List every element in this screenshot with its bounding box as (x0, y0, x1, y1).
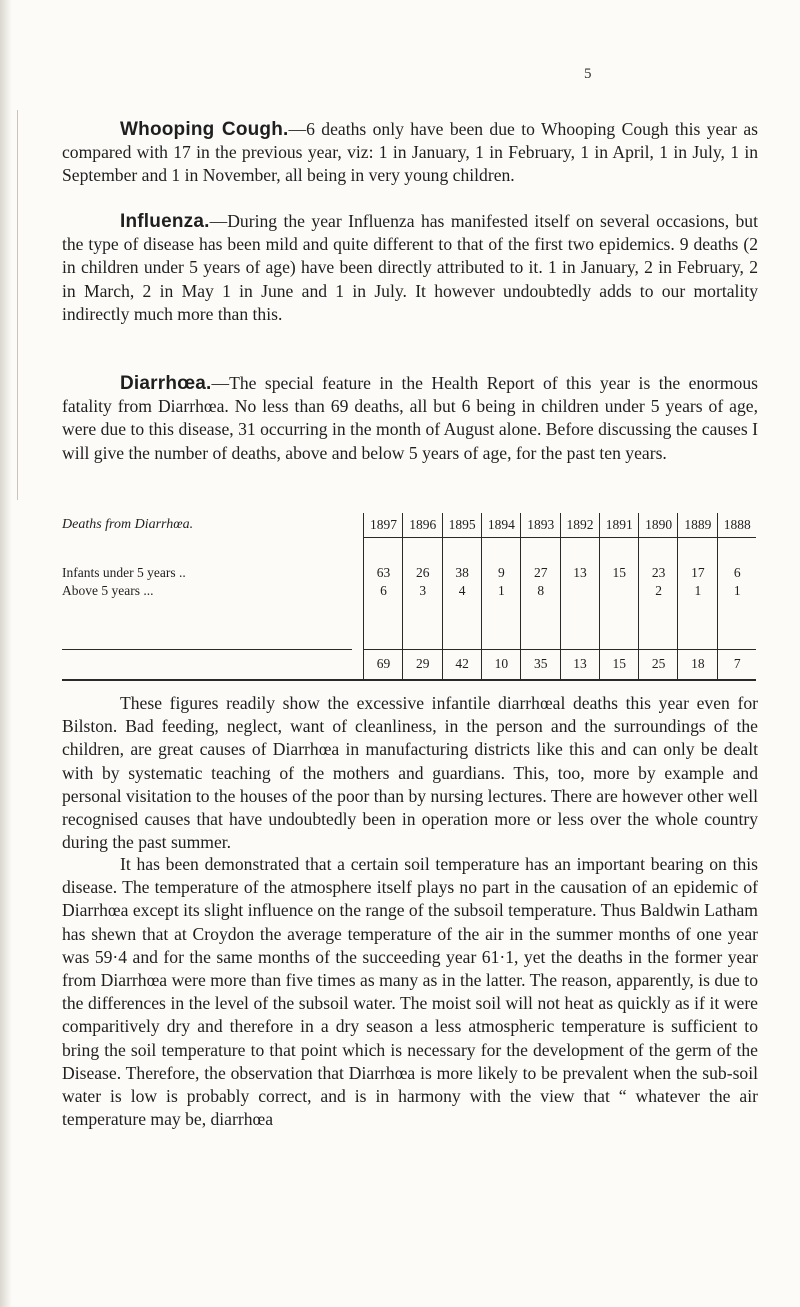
year-header: 1893 (527, 517, 555, 532)
page-number: 5 (584, 66, 592, 82)
infants-under-5-value: 6 (733, 565, 741, 580)
above-5-value: 8 (537, 583, 545, 598)
year-header: 1888 (723, 517, 751, 532)
above-5-value: 3 (419, 583, 427, 598)
binding-edge (17, 110, 18, 500)
year-column (363, 513, 402, 681)
influenza-text: —During the year Influenza has manifested itself on several occasions, but the type of disease has been mild and quite different to that of the first two epidemics. 9 deaths (2 in children under 5 years of age) have been directly attributed to it. 1 in January, 2 in February, 2 in March, 2 in May 1 in June and 1 in July. It however undoubtedly adds to our mortality indirectly much more than this. (62, 211, 758, 324)
table-bottom-rule (62, 679, 756, 681)
total-value: 35 (533, 656, 548, 671)
infants-under-5-value: 15 (612, 565, 627, 580)
diarrhoea-text: —The special feature in the Health Report of this year is the enormous fatality from Diarrhœa. No less than 69 deaths, all but 6 being in children under 5 years of age, were due to this disease, 31 occurring in the month of August alone. Before discussing the causes I will give the number of deaths, above and below 5 years of age, for the past ten years. (62, 373, 758, 463)
year-header: 1896 (409, 517, 437, 532)
page-spine-shadow (0, 0, 12, 1307)
year-column (520, 513, 559, 681)
total-value: 29 (416, 656, 430, 671)
year-column (677, 513, 716, 681)
row-label-infants: Infants under 5 years .. (62, 565, 186, 580)
infants-under-5-value: 23 (651, 565, 666, 580)
total-value: 7 (733, 656, 741, 671)
figures-paragraph: These figures readily show the excessive infantile diarrhœal deaths this year even for Bilston. Bad feeding, neglect, want of cleanliness, in the person and the surroundings of the children, are great causes of Diarrhœa in manufacturing districts like this and can only be dealt with by systematic teaching of the mothers and guardians. This, too, more by example and personal visitation to the houses of the poor than by nursing lectures. There are however other well recognised causes that have undoubtedly been in operation more or less over the whole country during the past summer. (62, 693, 758, 853)
infants-under-5-value: 13 (573, 565, 587, 580)
year-column (638, 513, 677, 681)
year-header: 1894 (487, 517, 515, 532)
soil-temperature-paragraph: It has been demonstrated that a certain soil temperature has an important bearing on this disease. The temperature of the atmosphere itself plays no part in the causation of an epidemic of Diarrhœa except its slight influence on the range of the subsoil temperature. Thus Baldwin Latham has shewn that at Croydon the average temperature of the air in the summer months of one year was 59·4 and for the same months of the succeeding year 61·1, yet the deaths in the former year from Diarrhœa were more than five times as many as in the latter. The reason, apparently, is due to the differences in the level of the subsoil water. The moist soil will not heat as quickly as if it were comparitively dry and therefore in a dry season a less atmospheric temperature is sufficient to bring the soil temperature to that point which is necessary for the development of the germ of the Disease. Therefore, the observation that Diarrhœa is more likely to be prevalent when the sub-soil water is low is probably correct, and is in harmony with the view that “ whatever the air temperature may be, diarrhœa (62, 854, 758, 1130)
year-column (599, 513, 638, 681)
year-column (560, 513, 599, 681)
above-5-value: 1 (733, 583, 741, 598)
above-5-value: 6 (380, 583, 387, 598)
table-caption: Deaths from Diarrhœa. (62, 517, 194, 532)
total-value: 25 (651, 656, 666, 671)
year-column (402, 513, 441, 681)
total-value: 18 (691, 656, 705, 671)
influenza-heading: Influenza. (120, 211, 210, 232)
year-header: 1891 (605, 517, 633, 532)
year-header: 1892 (566, 517, 594, 532)
year-column (717, 513, 756, 681)
influenza-paragraph (62, 210, 758, 326)
year-column (442, 513, 481, 681)
infants-under-5-value: 38 (455, 565, 469, 580)
infants-under-5-value: 63 (376, 565, 391, 580)
infants-under-5-value: 17 (691, 565, 705, 580)
table-rule-left (62, 649, 352, 650)
above-5-value: 1 (694, 583, 702, 598)
whooping-cough-text: —6 deaths only have been due to Whooping Cough this year as compared with 17 in the previous year, viz: 1 in January, 1 in February, 1 in April, 1 in July, 1 in September and 1 in November, all being in very young children. (62, 119, 758, 186)
year-columns (363, 513, 756, 681)
total-value: 69 (376, 656, 391, 671)
year-header: 1889 (684, 517, 712, 532)
year-column (481, 513, 520, 681)
diarrhoea-deaths-table (62, 513, 756, 681)
whooping-cough-heading: Whooping Cough. (120, 119, 289, 140)
above-5-value: 2 (655, 583, 662, 598)
infants-under-5-value: 27 (533, 565, 548, 580)
infants-under-5-value: 9 (498, 565, 505, 580)
above-5-value: 1 (498, 583, 505, 598)
total-value: 13 (573, 656, 587, 671)
infants-under-5-value: 26 (416, 565, 430, 580)
whooping-cough-paragraph (62, 118, 758, 188)
row-label-above-5: Above 5 years ... (62, 583, 154, 598)
total-value: 10 (494, 656, 509, 671)
diarrhoea-paragraph (62, 372, 758, 465)
year-header: 1897 (370, 517, 397, 532)
total-value: 42 (455, 656, 469, 671)
year-header: 1890 (645, 517, 673, 532)
total-value: 15 (612, 656, 627, 671)
diarrhoea-heading: Diarrhœa. (120, 373, 212, 394)
year-header: 1895 (448, 517, 476, 532)
above-5-value: 4 (458, 583, 466, 598)
